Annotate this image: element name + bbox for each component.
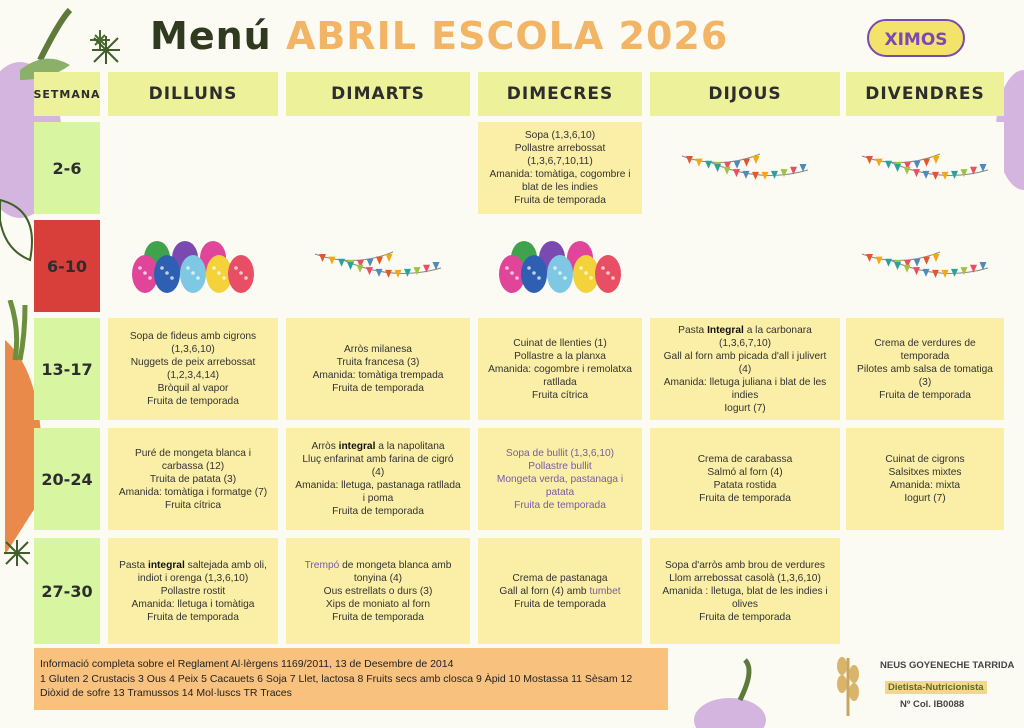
menu-cell: [108, 538, 278, 644]
menu-line: Amanida: lletuga juliana i blat de les: [663, 376, 827, 388]
menu-line: Fruita de temporada: [514, 499, 606, 511]
menu-cell: [108, 318, 278, 420]
menu-line: Mongeta verda, pastanaga i: [496, 473, 624, 485]
easter-eggs-icon: [498, 236, 622, 296]
menu-line: Crema de verdures de: [874, 337, 976, 349]
menu-line: Fruita de temporada: [147, 611, 239, 623]
menu-cell: [286, 538, 470, 644]
header-week: SETMANA: [34, 72, 100, 116]
menu-line: i poma: [362, 493, 394, 504]
menu-line: Pilotes amb salsa de tomatiga: [857, 363, 993, 375]
menu-line: Amanida: lletuga i tomàtiga: [131, 598, 255, 610]
menu-cell: [478, 122, 642, 214]
menu-cell: [650, 122, 840, 214]
menu-line: Sopa de fideus amb cigrons: [129, 331, 257, 342]
signature-role: Dietista-Nutricionista: [885, 681, 987, 694]
menu-line: Truita francesa (3): [336, 357, 420, 368]
header-dimecres: DIMECRES: [478, 72, 642, 116]
menu-cell: [286, 428, 470, 530]
menu-line: Amanida: tomàtiga, cogombre i: [489, 169, 631, 180]
menu-line: Fruita de temporada: [514, 195, 606, 206]
bunting-icon: [860, 148, 990, 188]
bunting-icon: [860, 246, 990, 286]
menu-line: Pasta integral saltejada amb oli,: [119, 559, 267, 571]
menu-line: Fruita cítrica: [164, 499, 222, 511]
week-label: 20-24: [34, 428, 100, 530]
menu-line: Salmó al forn (4): [707, 467, 783, 478]
menu-line: (4): [371, 467, 385, 478]
menu-line: Bròquil al vapor: [157, 383, 229, 394]
ximos-logo: [866, 14, 966, 62]
menu-line: (1,3,6,10): [171, 344, 215, 355]
header-divendres: DIVENDRES: [846, 72, 1004, 116]
menu-line: Fruita de temporada: [514, 598, 606, 610]
sparkle-icon: [92, 36, 120, 64]
menu-cell: [650, 538, 840, 644]
menu-line: Sopa (1,3,6,10): [524, 130, 596, 141]
menu-line: Fruita de temporada: [147, 396, 239, 407]
menu-line: Amanida: lletuga, pastanaga ratllada: [295, 480, 461, 491]
menu-line: Lluç enfarinat amb farina de cigró: [302, 454, 454, 465]
menu-line: (4): [738, 363, 752, 375]
menu-line: Trempó de mongeta blanca amb: [304, 559, 452, 571]
menu-line: carbassa (12): [161, 460, 225, 472]
week-label: 6-10: [34, 220, 100, 312]
menu-line: Fruita de temporada: [879, 389, 971, 401]
allergen-info-box: [34, 648, 668, 710]
menu-line: Amanida : lletuga, blat de les indies i: [662, 585, 828, 597]
menu-line: temporada: [900, 350, 950, 362]
menu-line: Ous estrellats o durs (3): [323, 585, 433, 597]
menu-line: Fruita de temporada: [332, 383, 424, 394]
menu-line: Truita de patata (3): [149, 473, 237, 485]
menu-cell: [286, 220, 470, 312]
menu-line: Fruita cítrica: [531, 389, 589, 401]
menu-line: Fruita de temporada: [699, 493, 791, 504]
menu-line: Pollastre arrebossat: [514, 143, 606, 154]
menu-cell: [478, 220, 642, 312]
menu-line: Fruita de temporada: [699, 611, 791, 623]
menu-cell: [478, 318, 642, 420]
allergen-info-line: Diòxid de sofre 13 Tramussos 14 Mol·luscs TR Traces: [40, 687, 292, 699]
signature-name: NEUS GOYENECHE TARRIDA: [880, 660, 1015, 671]
menu-line: Amanida: tomàtiga i formatge (7): [118, 486, 268, 498]
menu-line: Amanida: mixta: [889, 480, 961, 491]
menu-cell: [286, 122, 470, 214]
menu-line: blat de les indies: [522, 182, 598, 193]
header-dilluns: DILLUNS: [108, 72, 278, 116]
menu-line: Patata rostida: [713, 480, 777, 491]
menu-cell: [478, 538, 642, 644]
menu-line: Salsitxes mixtes: [888, 467, 962, 478]
menu-line: (1,3,6,7,10,11): [527, 156, 593, 167]
week-label: 27-30: [34, 538, 100, 644]
menu-cell: [108, 428, 278, 530]
menu-line: Amanida: cogombre i remolatxa: [488, 363, 632, 375]
menu-line: olives: [731, 598, 759, 610]
allergen-info-line: 1 Gluten 2 Crustacis 3 Ous 4 Peix 5 Cacauets 6 Soja 7 Llet, lactosa 8 Fruits secs amb closca 9 Àpid 10 Mostassa 11 Sèsam 12: [40, 672, 633, 685]
eggplant-bottom-decoration: [690, 650, 770, 728]
menu-line: Amanida: tomàtiga trempada: [312, 370, 444, 381]
menu-line: Puré de mongeta blanca i: [134, 447, 252, 459]
week-label: 2-6: [34, 122, 100, 214]
menu-cell: [650, 220, 840, 312]
bunting-icon: [313, 246, 443, 286]
menu-cell: [478, 428, 642, 530]
menu-line: tonyina (4): [353, 572, 403, 584]
menu-line: (1,3,6,7,10): [718, 337, 772, 349]
menu-line: (1,2,3,4,14): [166, 370, 220, 381]
menu-line: Sopa de bullit (1,3,6,10): [505, 447, 615, 459]
menu-line: Cuinat de cigrons: [885, 454, 965, 465]
menu-line: ratllada: [543, 376, 577, 388]
menu-cell: [846, 428, 1004, 530]
menu-line: Pollastre bullit: [528, 460, 592, 472]
menu-line: Arròs integral a la napolitana: [311, 441, 445, 452]
menu-line: Pollastre a la planxa: [514, 350, 606, 362]
menu-line: Pasta Integral a la carbonara: [678, 324, 812, 336]
menu-line: Crema de carabassa: [697, 454, 793, 465]
menu-line: indiot i orenga (1,3,6,10): [137, 572, 249, 584]
header-dijous: DIJOUS: [650, 72, 840, 116]
menu-cell: [108, 220, 278, 312]
bunting-icon: [680, 148, 810, 188]
menu-line: Gall al forn amb picada d'all i julivert: [663, 350, 827, 362]
menu-line: Fruita de temporada: [332, 611, 424, 623]
wheat-icon: [822, 648, 874, 716]
menu-cell: [286, 318, 470, 420]
sparkle-icon: [4, 540, 30, 566]
menu-line: Sopa d'arròs amb brou de verdures: [665, 559, 825, 571]
menu-line: Iogurt (7): [904, 493, 946, 504]
signature-col: Nº Col. IB0088: [900, 699, 965, 710]
menu-line: Xips de moniato al forn: [325, 598, 431, 610]
menu-cell: [846, 220, 1004, 312]
title-month: ABRIL ESCOLA 2026: [285, 14, 729, 58]
menu-line: Nuggets de peix arrebossat: [130, 357, 256, 368]
menu-line: (3): [918, 376, 932, 388]
menu-line: indies: [731, 389, 759, 401]
menu-line: Iogurt (7): [724, 402, 766, 414]
menu-line: Crema de pastanaga: [512, 572, 608, 584]
menu-line: Arròs milanesa: [344, 344, 412, 355]
menu-line: Llom arrebossat casolà (1,3,6,10): [669, 572, 821, 584]
menu-line: Pollastre rostit: [160, 585, 226, 597]
menu-cell: [846, 318, 1004, 420]
menu-cell: [846, 122, 1004, 214]
menu-line: Fruita de temporada: [332, 506, 424, 517]
menu-line: patata: [545, 486, 575, 498]
logo-text: XIMOS: [884, 30, 948, 50]
title-menu: Menú: [150, 14, 272, 58]
menu-line: Gall al forn (4) amb tumbet: [499, 585, 621, 597]
allergen-info-line: Informació completa sobre el Reglament Al·lèrgens 1169/2011, 13 de Desembre de 2014: [40, 658, 454, 670]
easter-eggs-icon: [131, 236, 255, 296]
menu-line: Cuinat de llenties (1): [513, 337, 607, 349]
menu-cell: [846, 538, 1004, 644]
page-title: [150, 14, 728, 58]
menu-cell: [650, 318, 840, 420]
week-label: 13-17: [34, 318, 100, 420]
menu-cell: [650, 428, 840, 530]
header-dimarts: DIMARTS: [286, 72, 470, 116]
menu-cell: [108, 122, 278, 214]
